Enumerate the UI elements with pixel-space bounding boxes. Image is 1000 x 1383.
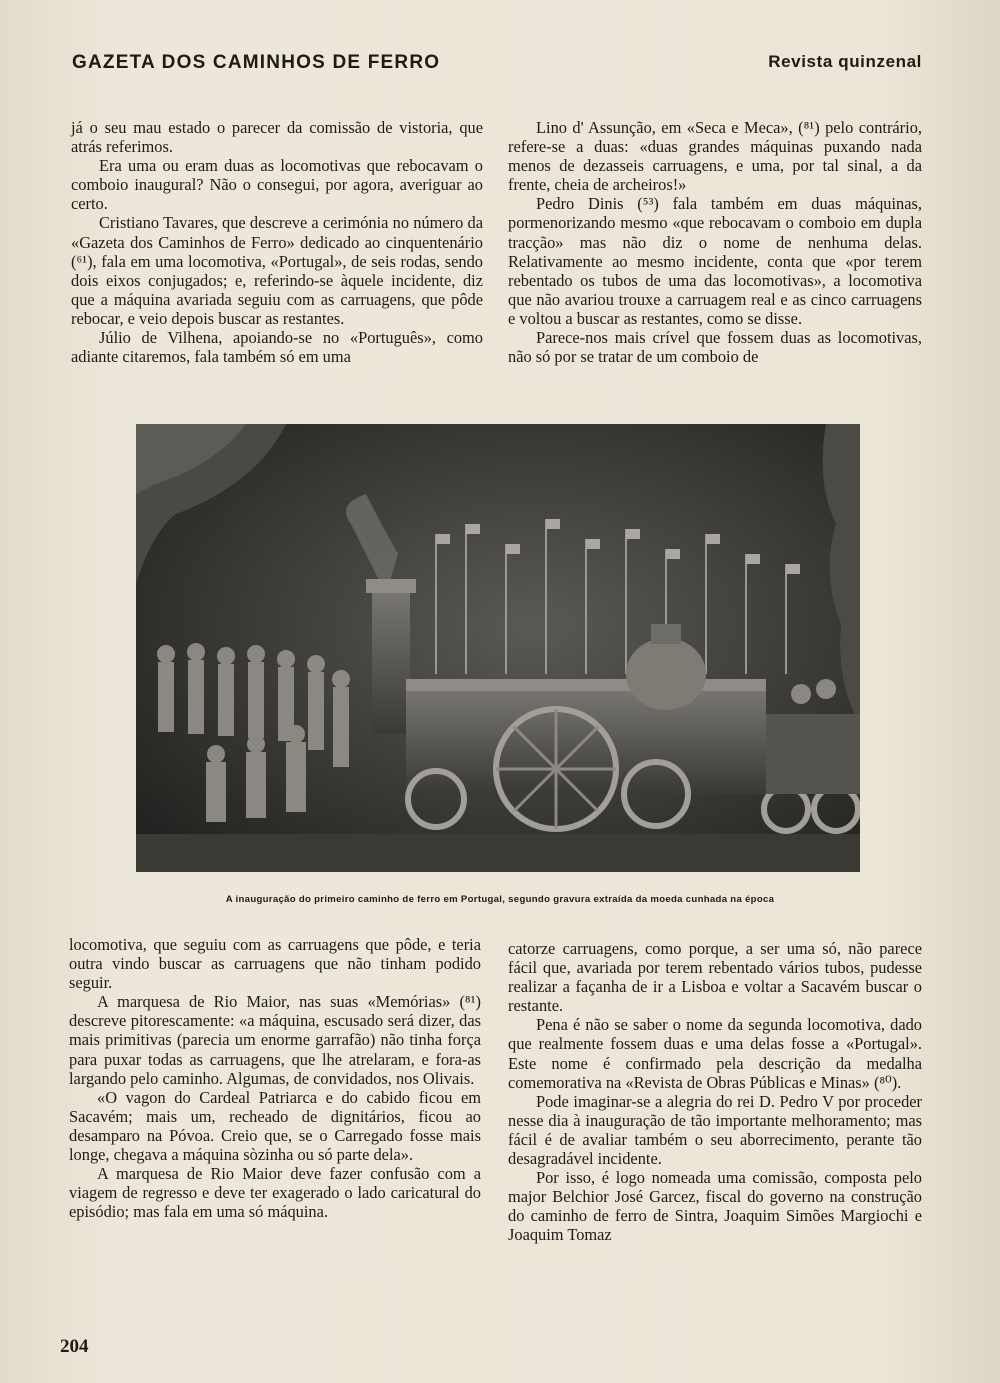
locomotive-engraving-image <box>136 424 860 872</box>
publication-subtitle: Revista quinzenal <box>768 52 922 71</box>
paragraph: Era uma ou eram duas as locomotivas que rebocavam o comboio inaugural? Não o consegui, por agora, averiguar ao certo. <box>71 156 483 214</box>
running-header <box>72 52 922 82</box>
paragraph: catorze carruagens, como porque, a ser uma só, não parece fácil que, avariada por terem rebentado vários tubos, pudesse realizar a façanha de ir a Lisboa e voltar a Sacavém buscar o restante. <box>508 939 922 1016</box>
paragraph: Cristiano Tavares, que descreve a cerimónia no número da «Gazeta dos Caminhos de Ferro» dedicado ao cinquentenário (⁶¹), fala em uma locomotiva, «Portugal», de seis rodas, sendo dois eixos conjugados; e, referindo-se àquele incidente, diz que a máquina avariada seguiu com as carruagens, que pôde rebocar, e veio depois buscar as restantes. <box>71 213 483 328</box>
column-top-left <box>71 118 483 366</box>
paragraph: Lino d' Assunção, em «Seca e Meca», (⁸¹) pelo contrário, refere-se a duas: «duas grandes máquinas puxando nada menos de dezasseis carruagens, e uma, por tal sinal, a da frente, cheia de archeiros!» <box>508 118 922 195</box>
column-bottom-right <box>508 939 922 1245</box>
column-top-right <box>508 118 922 366</box>
paragraph: locomotiva, que seguiu com as carruagens que pôde, e teria outra vindo buscar as carruagens que não tinham podido seguir. <box>69 935 481 993</box>
paragraph: Parece-nos mais crível que fossem duas as locomotivas, não só por se tratar de um comboio de <box>508 328 922 367</box>
engraving-illustration <box>136 424 860 872</box>
paragraph: Pode imaginar-se a alegria do rei D. Pedro V por proceder nesse dia à inauguração de tão importante melhoramento; mas fácil é de avaliar também o seu aborrecimento, perante tão desagradável incidente. <box>508 1091 922 1169</box>
page-number: 204 <box>60 1336 89 1357</box>
figure-caption: A inauguração do primeiro caminho de ferro em Portugal, segundo gravura extraída da moeda cunhada na época <box>225 894 775 905</box>
publication-title: GAZETA DOS CAMINHOS DE FERRO <box>72 52 441 73</box>
paragraph: «O vagon do Cardeal Patriarca e do cabido ficou em Sacavém; mais um, recheado de dignitários, ficou ao desamparo na Póvoa. Creio que, se o Carregado fosse mais longe, chegava a máquina sòzinha ou só parte dela». <box>69 1087 481 1165</box>
paragraph: Júlio de Vilhena, apoiando-se no «Português», como adiante citaremos, fala também só em uma <box>71 328 483 367</box>
paragraph: Pedro Dinis (⁵³) fala também em duas máquinas, pormenorizando mesmo «que rebocavam o comboio em dupla tracção» mas não diz o nome de nenhuma delas. Relativamente ao mesmo incidente, conta que «por terem rebentado os tubos de uma das locomotivas», a locomotiva que não avariou trouxe a carruagem real e as cinco carruagens e voltou a buscar as restantes, como se disse. <box>508 194 922 328</box>
paragraph: já o seu mau estado o parecer da comissão de vistoria, que atrás referimos. <box>71 118 483 157</box>
column-bottom-left <box>69 935 481 1221</box>
paragraph: Por isso, é logo nomeada uma comissão, composta pelo major Belchior José Garcez, fiscal do governo na construção do caminho de ferro de Sintra, Joaquim Simões Margiochi e Joaquim Tomaz <box>508 1168 922 1245</box>
paragraph: A marquesa de Rio Maior, nas suas «Memórias» (⁸¹) descreve pitorescamente: «a máquina, escusado será dizer, das mais primitivas (parecia um enorme garrafão) não tinha força para puxar todas as carruagens, que lhe atrelaram, e fora-as largando pelo caminho. Algumas, de convidados, nos Olivais. <box>69 992 481 1088</box>
paragraph: Pena é não se saber o nome da segunda locomotiva, dado que realmente fossem duas e uma delas fosse a «Portugal». Este nome é confirmado pela descrição da medalha comemorativa na «Revista de Obras Públicas e Minas» (⁸⁰). <box>508 1015 922 1092</box>
paragraph: A marquesa de Rio Maior deve fazer confusão com a viagem de regresso e deve ter exagerado o lado caricatural do episódio; mas fala em uma só máquina. <box>69 1164 481 1222</box>
